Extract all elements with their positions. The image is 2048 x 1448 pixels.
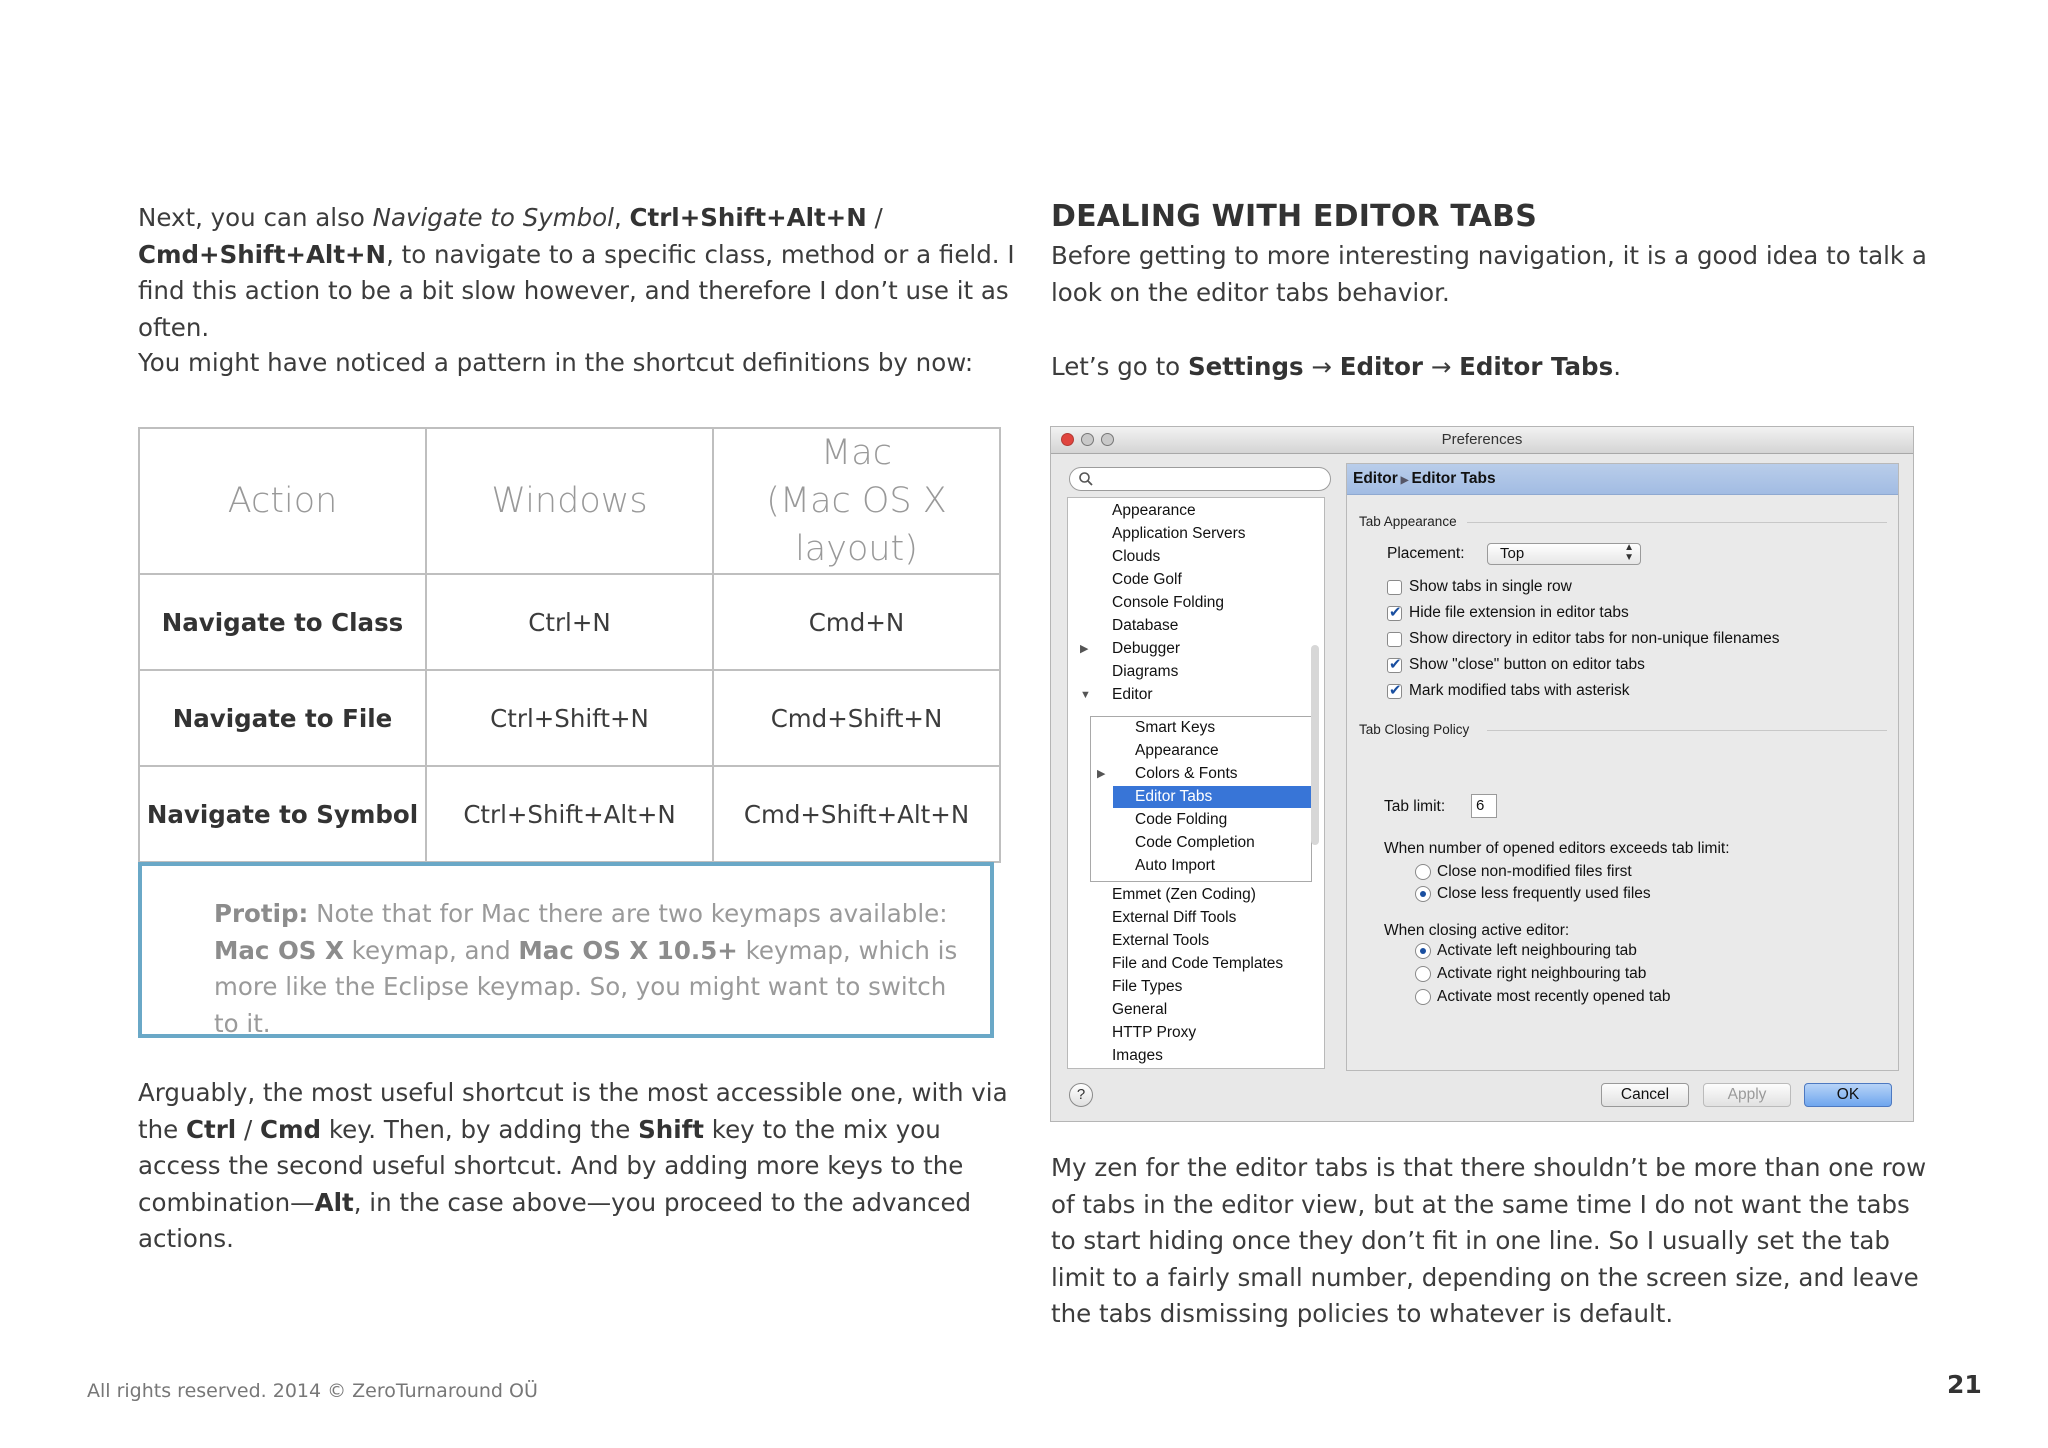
header-mac [713, 428, 1000, 574]
tree-scrollbar[interactable] [1311, 645, 1319, 845]
editor-tabs-panel [1346, 463, 1899, 1071]
text-span: . [1613, 352, 1621, 381]
activate-left-radio[interactable] [1415, 943, 1431, 959]
settings-search-input[interactable] [1069, 467, 1331, 491]
expand-arrow-icon[interactable]: ▶ [1097, 768, 1106, 780]
menu-path-item: Editor [1339, 352, 1424, 381]
section-heading: DEALING WITH EDITOR TABS [1051, 199, 1538, 234]
table-row [139, 766, 1000, 862]
table-cell: Cmd+Shift+Alt+N [713, 766, 1000, 862]
tree-item[interactable]: Code Folding [1135, 811, 1228, 828]
table-cell: Ctrl+N [426, 574, 713, 670]
editor-tabs-intro: Before getting to more interesting navigation, it is a good idea to talk a look on the editor tabs behavior. [1051, 241, 1927, 307]
activate-recent-radio[interactable] [1415, 989, 1431, 1005]
key-text: Shift [638, 1114, 704, 1144]
collapse-arrow-icon[interactable]: ▼ [1080, 689, 1091, 701]
tree-item[interactable]: Code Completion [1135, 834, 1255, 851]
text-span: Next, you can also [138, 203, 373, 232]
protip-text [214, 896, 974, 1042]
emphasis-text: Navigate to Symbol [372, 203, 614, 232]
table-cell: Navigate to Symbol [139, 766, 426, 862]
shortcut-text: Ctrl+Shift+Alt+N [629, 203, 867, 232]
tree-item[interactable]: General [1112, 1001, 1168, 1018]
text-span: / [236, 1114, 261, 1144]
show-close-button-checkbox[interactable] [1387, 658, 1402, 673]
tree-item[interactable]: Diagrams [1112, 663, 1179, 680]
arrow-text: → [1303, 352, 1340, 381]
tab-limit-label: Tab limit: [1384, 798, 1446, 815]
tree-item-editor[interactable] [1074, 684, 1304, 706]
placement-value: Top [1500, 545, 1525, 562]
text-span: Note that for Mac there are two keymaps available: [308, 899, 948, 928]
tree-item[interactable]: Database [1112, 617, 1179, 634]
closing-active-label: When closing active editor: [1384, 922, 1570, 939]
text-span: / [866, 203, 883, 232]
tree-item-label: Debugger [1112, 640, 1181, 657]
apply-button[interactable]: Apply [1703, 1083, 1791, 1107]
tree-item[interactable]: Code Golf [1112, 571, 1182, 588]
placement-select[interactable] [1487, 543, 1641, 565]
tree-item-selected[interactable]: Editor Tabs [1113, 786, 1311, 808]
tree-item[interactable]: Images [1112, 1047, 1163, 1064]
text-span: keymap, which is more like the Eclipse keymap. So, you might want to switch to it. [214, 935, 958, 1038]
checkbox-label: Mark modified tabs with asterisk [1409, 682, 1630, 699]
tab-limit-input[interactable]: 6 [1471, 794, 1497, 818]
text-span: key to the mix you access the second useful shortcut. And by adding more keys to the combination— [138, 1114, 964, 1217]
exceeds-label: When number of opened editors exceeds tab limit: [1384, 840, 1730, 857]
cancel-button[interactable]: Cancel [1601, 1083, 1689, 1107]
preferences-dialog [1050, 426, 1914, 1122]
tree-item[interactable]: Appearance [1135, 742, 1219, 759]
tree-item[interactable]: Appearance [1112, 502, 1196, 519]
tree-item[interactable]: Smart Keys [1135, 719, 1216, 736]
breadcrumb-item: Editor [1353, 470, 1398, 487]
key-text: Cmd [260, 1114, 322, 1144]
checkbox-label: Hide file extension in editor tabs [1409, 604, 1629, 621]
radio-label: Activate left neighbouring tab [1437, 942, 1637, 959]
table-cell: Ctrl+Shift+Alt+N [426, 766, 713, 862]
table-header-row [139, 428, 1000, 574]
settings-path-paragraph [1051, 349, 1931, 386]
tree-item[interactable]: Auto Import [1135, 857, 1216, 874]
ok-button[interactable]: OK [1804, 1083, 1892, 1107]
shortcut-text: Cmd+Shift+Alt+N [138, 239, 387, 269]
text-span: key. Then, by adding the [321, 1114, 639, 1144]
group-divider [1467, 522, 1887, 523]
close-less-frequent-radio[interactable] [1415, 886, 1431, 902]
group-label-tab-closing: Tab Closing Policy [1359, 722, 1470, 737]
table-cell: Navigate to File [139, 670, 426, 766]
protip-box [138, 862, 994, 1038]
tree-item[interactable]: Emmet (Zen Coding) [1112, 886, 1256, 903]
settings-tree[interactable] [1067, 497, 1325, 1069]
table-row [139, 670, 1000, 766]
show-directory-checkbox[interactable] [1387, 632, 1402, 647]
arguably-paragraph [138, 1075, 1018, 1258]
key-text: Ctrl [186, 1114, 237, 1144]
updown-chevron-icon: ▲ ▼ [1624, 542, 1634, 563]
checkbox-label: Show directory in editor tabs for non-unique filenames [1409, 630, 1780, 647]
table-row [139, 574, 1000, 670]
tree-item[interactable]: External Diff Tools [1112, 909, 1237, 926]
table-cell: Cmd+Shift+N [713, 670, 1000, 766]
text-span: , in the case above—you proceed to the advanced actions. [138, 1187, 972, 1253]
table-cell: Cmd+N [713, 574, 1000, 670]
menu-path-item: Settings [1187, 352, 1304, 381]
radio-label: Activate right neighbouring tab [1437, 965, 1647, 982]
breadcrumb [1353, 470, 1496, 488]
tree-item[interactable]: Application Servers [1112, 525, 1246, 542]
tree-item-debugger[interactable] [1074, 638, 1304, 660]
tree-item[interactable]: Console Folding [1112, 594, 1225, 611]
key-text: Alt [314, 1187, 354, 1217]
arrow-text: → [1423, 352, 1460, 381]
radio-label: Close less frequently used files [1437, 885, 1651, 902]
text-span: Arguably, the most useful shortcut is the most accessible one, with via the [138, 1078, 1008, 1144]
breadcrumb-item: Editor Tabs [1411, 470, 1496, 487]
show-tabs-single-row-checkbox[interactable] [1387, 580, 1402, 595]
tree-item-label: Colors & Fonts [1135, 765, 1238, 782]
header-action: Action [139, 428, 426, 574]
group-divider [1487, 730, 1887, 731]
search-icon [1078, 471, 1094, 487]
menu-path-item: Editor Tabs [1459, 352, 1614, 381]
editor-subtree [1090, 716, 1312, 882]
header-mac-layout: (Mac OS X layout) [766, 481, 947, 569]
placement-label: Placement: [1387, 545, 1465, 562]
breadcrumb-separator-icon: ▶ [1400, 475, 1409, 486]
intro-paragraph [138, 200, 1018, 346]
tree-item[interactable]: HTTP Proxy [1112, 1024, 1197, 1041]
close-non-modified-radio[interactable] [1415, 864, 1431, 880]
zen-paragraph: My zen for the editor tabs is that there shouldn’t be more than one row of tabs in the editor view, but at the same time I do not want the tabs to start hiding once they don’t fit in one line. So I usually set the tab limit to a fairly small number, depending on the screen size, and leave the tabs dismissing policies to whatever is default. [1051, 1153, 1927, 1328]
tree-item-label: Editor [1112, 686, 1153, 703]
expand-arrow-icon[interactable]: ▶ [1080, 643, 1089, 655]
radio-label: Close non-modified files first [1437, 863, 1632, 880]
activate-right-radio[interactable] [1415, 966, 1431, 982]
tree-item-colors-fonts[interactable] [1091, 763, 1311, 785]
dialog-title: Preferences [1441, 431, 1523, 448]
panel-header [1347, 464, 1898, 495]
group-label-tab-appearance: Tab Appearance [1359, 514, 1457, 529]
pattern-paragraph: You might have noticed a pattern in the shortcut definitions by now: [138, 348, 974, 377]
shortcut-table [138, 427, 1001, 863]
checkbox-label: Show tabs in single row [1409, 578, 1572, 595]
tree-item[interactable]: File Types [1112, 978, 1183, 995]
page-number: 21 [1947, 1370, 1982, 1399]
help-button[interactable]: ? [1069, 1083, 1093, 1107]
text-span: keymap, and [343, 935, 519, 965]
table-cell: Ctrl+Shift+N [426, 670, 713, 766]
text-span: , to navigate to a specific class, method or a field. I find this action to be a bit slow however, and therefore I don’t use it as often. [138, 239, 1015, 342]
header-windows: Windows [426, 428, 713, 574]
dialog-titlebar [1051, 427, 1913, 454]
footer-copyright: All rights reserved. 2014 © ZeroTurnaround OÜ [87, 1380, 538, 1402]
text-span: Let’s go to [1051, 352, 1188, 381]
table-cell: Navigate to Class [139, 574, 426, 670]
tree-item[interactable]: Clouds [1112, 548, 1161, 565]
checkbox-label: Show "close" button on editor tabs [1409, 656, 1645, 673]
radio-label: Activate most recently opened tab [1437, 988, 1671, 1005]
tree-item[interactable]: External Tools [1112, 932, 1210, 949]
tree-item[interactable]: File and Code Templates [1112, 955, 1284, 972]
mark-modified-checkbox[interactable] [1387, 684, 1402, 699]
keymap-name: Mac OS X 10.5+ [518, 935, 738, 965]
text-span: , [613, 203, 630, 232]
hide-file-extension-checkbox[interactable] [1387, 606, 1402, 621]
protip-label: Protip: [214, 899, 309, 928]
keymap-name: Mac OS X [214, 935, 344, 965]
header-mac-label: Mac [821, 433, 892, 473]
